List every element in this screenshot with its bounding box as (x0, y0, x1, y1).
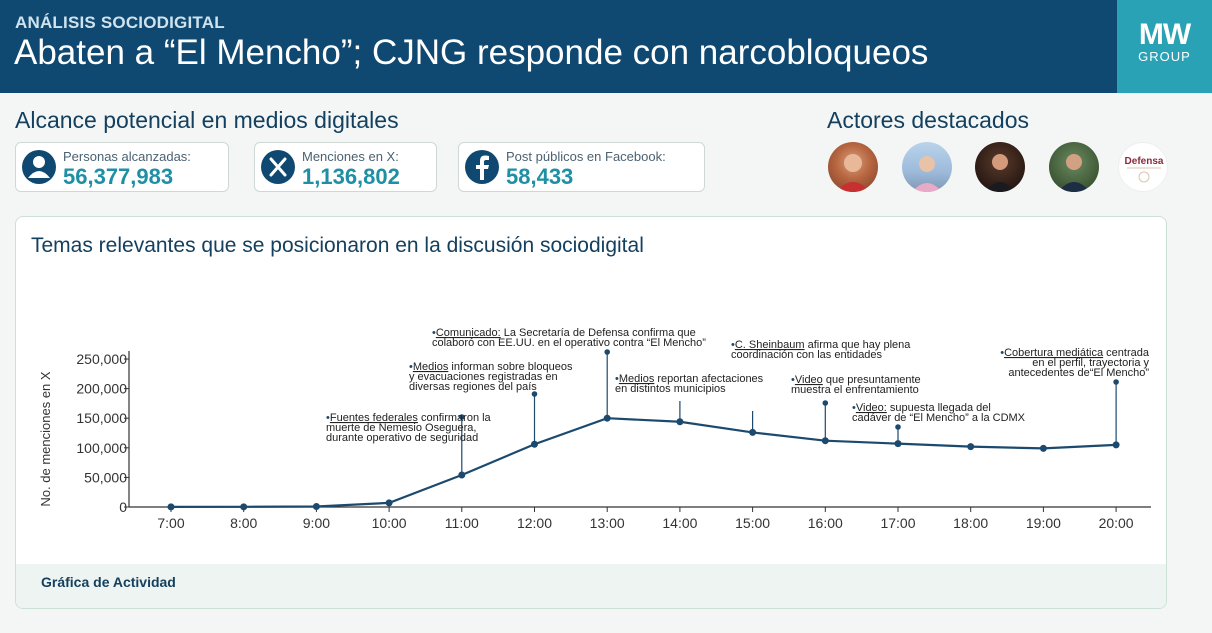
annotation-line: muerte de Nemesio Oseguera, (326, 422, 477, 434)
annotation-rest: centrada (1103, 347, 1149, 359)
annotation-rest: informan sobre bloqueos (448, 361, 573, 373)
annotation-rest: La Secretaría de Defensa confirma que (500, 327, 696, 339)
x-mentions-label: Menciones en X: (302, 149, 399, 164)
defensa-logo[interactable] (1118, 142, 1168, 192)
actor-photo-3[interactable] (975, 142, 1025, 192)
annotation-rest: supuesta llegada del (886, 402, 991, 414)
x-tick-label: 15:00 (735, 515, 771, 531)
defensa-logo-text: Defensa (1124, 156, 1164, 167)
annotation-bullet: • (791, 374, 795, 386)
section-kicker: ANÁLISIS SOCIODIGITAL (15, 13, 225, 32)
data-point (1040, 445, 1047, 452)
annotation-line: durante operativo de seguridad (326, 432, 479, 444)
logo-group-text: GROUP (1138, 49, 1191, 64)
annotation-bullet: • (326, 412, 330, 424)
reach-card-people (15, 142, 229, 192)
x-tick-label: 18:00 (953, 515, 989, 531)
x-mentions-value: 1,136,802 (302, 164, 400, 189)
series-line (171, 418, 1116, 507)
annotation-line: en el perfil, trayectoria y (1032, 357, 1149, 369)
topics-panel-title: Temas relevantes que se posicionaron en la discusión sociodigital (31, 234, 644, 257)
people-value: 56,377,983 (63, 164, 174, 189)
mw-group-logo (1117, 0, 1212, 93)
y-tick-label: 150,000 (76, 410, 127, 427)
x-tick-label: 13:00 (589, 515, 625, 531)
annotation-line: diversas regiones del país (409, 381, 537, 393)
annotation-line: en distintos municipios (615, 383, 726, 395)
y-tick-label: 100,000 (76, 439, 127, 456)
annotation-bullet: • (432, 327, 436, 339)
y-axis-title: No. de menciones en X (38, 371, 53, 507)
actor-photo-1[interactable] (828, 142, 878, 192)
x-tick-label: 8:00 (230, 515, 258, 531)
annotation-dot (823, 400, 829, 406)
data-point (386, 499, 393, 506)
annotation-keyword: Cobertura mediática (1004, 347, 1104, 359)
annotation-keyword: Medios (412, 361, 449, 373)
annotation-bullet: • (409, 361, 413, 373)
page-title: Abaten a “El Mencho”; CJNG responde con narcobloqueos (14, 33, 929, 72)
logo-mw-text: MW (1138, 18, 1191, 51)
annotation-line: antecedentes de“El Mencho” (1008, 367, 1149, 379)
actors-section-title: Actores destacados (827, 107, 1030, 133)
reach-card-x (254, 142, 437, 192)
annotation-dot (604, 349, 610, 355)
annotation-dot (1113, 379, 1119, 385)
annotation-rest: afirma que hay plena (804, 339, 911, 351)
y-tick-label: 0 (119, 499, 127, 515)
annotation-keyword: C. Sheinbaum (734, 339, 805, 351)
person-icon (22, 150, 56, 184)
annotation-bullet: • (852, 402, 856, 414)
facebook-posts-value: 58,433 (506, 164, 574, 189)
y-tick-label: 200,000 (76, 380, 127, 397)
data-point (240, 503, 247, 510)
x-tick-label: 7:00 (157, 515, 185, 531)
annotation-dot (895, 424, 901, 430)
annotation-line: coordinación con las entidades (731, 349, 883, 361)
activity-chart (16, 217, 1167, 562)
annotation-bullet: • (731, 339, 735, 351)
annotation-keyword: Comunicado: (435, 327, 501, 339)
annotation-rest: reportan afectaciones (654, 373, 764, 385)
annotation-rest: que presuntamente (822, 374, 921, 386)
x-tick-label: 20:00 (1098, 515, 1134, 531)
chart-footer-label: Gráfica de Actividad (41, 574, 176, 590)
x-tick-label: 14:00 (662, 515, 698, 531)
data-point (313, 503, 320, 510)
topics-panel (15, 216, 1167, 609)
annotation-keyword: Fuentes federales (329, 412, 418, 424)
facebook-posts-label: Post públicos en Facebook: (506, 149, 666, 164)
annotation-keyword: Medios (618, 373, 655, 385)
x-tick-label: 11:00 (444, 515, 479, 531)
reach-card-facebook (458, 142, 705, 192)
x-tick-label: 19:00 (1025, 515, 1061, 531)
y-tick-label: 250,000 (76, 351, 127, 367)
data-point (168, 503, 175, 510)
actor-photo-2[interactable] (902, 142, 952, 192)
annotation-bullet: • (1000, 347, 1005, 359)
annotation-bullet: • (615, 373, 619, 385)
annotation-line: cadáver de “El Mencho” a la CDMX (852, 412, 1026, 424)
y-tick-label: 50,000 (84, 469, 127, 486)
data-point (967, 443, 974, 450)
x-tick-label: 16:00 (807, 515, 843, 531)
chart-footer (16, 564, 1167, 609)
facebook-icon (465, 150, 499, 184)
x-tick-label: 12:00 (516, 515, 553, 531)
annotation-line: y evacuaciones registradas en (409, 371, 558, 383)
x-logo-icon (261, 150, 295, 184)
reach-section-title: Alcance potencial en medios digitales (15, 107, 399, 133)
annotation-rest: confirmaron la (417, 412, 491, 424)
annotation-keyword: Video: (855, 402, 887, 414)
annotation-line: muestra el enfrentamiento (791, 384, 919, 396)
x-tick-label: 17:00 (880, 515, 916, 531)
annotation-line: colaboró con EE.UU. en el operativo contra “El Mencho” (432, 337, 706, 349)
header-banner (0, 0, 1212, 93)
x-tick-label: 10:00 (371, 515, 407, 531)
annotation-keyword: Video (794, 374, 823, 386)
actor-photo-4[interactable] (1049, 142, 1099, 192)
x-tick-label: 9:00 (302, 515, 331, 531)
people-label: Personas alcanzadas: (63, 149, 191, 164)
